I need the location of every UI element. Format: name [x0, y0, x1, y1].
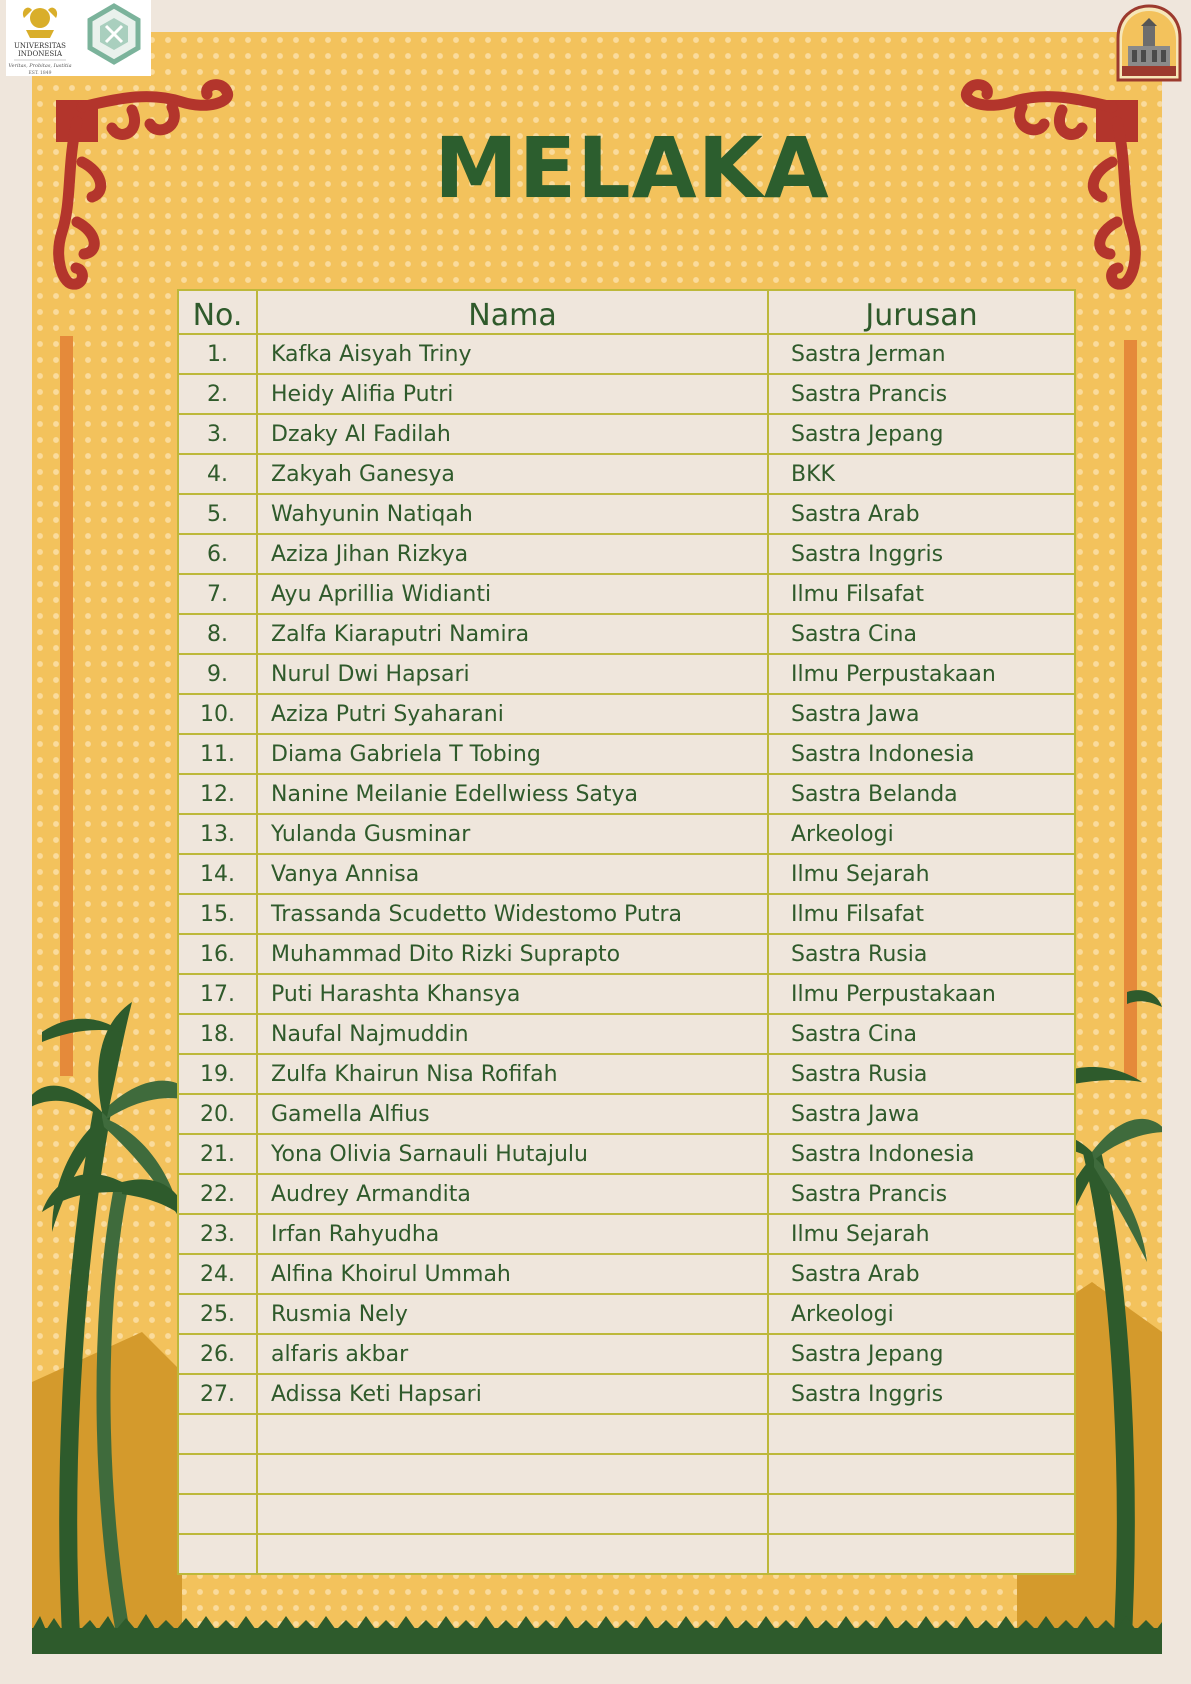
student-department: Sastra Cina [768, 1014, 1075, 1054]
student-department: Sastra Rusia [768, 1054, 1075, 1094]
right-ribbon-bar [1124, 340, 1137, 1080]
student-department: Sastra Indonesia [768, 1134, 1075, 1174]
row-number [178, 1414, 257, 1454]
row-number: 3. [178, 414, 257, 454]
table-row [178, 734, 1075, 774]
student-name: Aziza Putri Syaharani [257, 694, 768, 734]
student-department: Sastra Inggris [768, 534, 1075, 574]
student-department [768, 1534, 1075, 1574]
university-est: EST. 1849 [28, 71, 52, 76]
student-name: Zulfa Khairun Nisa Rofifah [257, 1054, 768, 1094]
student-name: Vanya Annisa [257, 854, 768, 894]
table-row [178, 1454, 1075, 1494]
row-number [178, 1494, 257, 1534]
table-row [178, 1534, 1075, 1574]
table-row [178, 694, 1075, 734]
row-number: 9. [178, 654, 257, 694]
student-name: Irfan Rahyudha [257, 1214, 768, 1254]
row-number: 2. [178, 374, 257, 414]
makara-emblem [23, 8, 57, 38]
column-header-jurusan: Jurusan [768, 290, 1075, 334]
university-name-line1: UNIVERSITAS [14, 42, 66, 50]
student-name: Zalfa Kiaraputri Namira [257, 614, 768, 654]
table-row [178, 774, 1075, 814]
student-name: Nanine Meilanie Edellwiess Satya [257, 774, 768, 814]
table-row [178, 1174, 1075, 1214]
student-name: Audrey Armandita [257, 1174, 768, 1214]
university-motto: Veritas, Probitas, Iustitia [8, 63, 72, 69]
row-number: 23. [178, 1214, 257, 1254]
student-name: Puti Harashta Khansya [257, 974, 768, 1014]
table-row [178, 454, 1075, 494]
student-department: Sastra Jawa [768, 1094, 1075, 1134]
row-number: 16. [178, 934, 257, 974]
student-department [768, 1454, 1075, 1494]
table-row [178, 854, 1075, 894]
table-row [178, 894, 1075, 934]
row-number [178, 1454, 257, 1494]
table-row [178, 534, 1075, 574]
student-department: Sastra Prancis [768, 1174, 1075, 1214]
student-name: Dzaky Al Fadilah [257, 414, 768, 454]
column-header-nama: Nama [257, 290, 768, 334]
ornament-top-left [56, 85, 228, 285]
student-department: Sastra Arab [768, 1254, 1075, 1294]
table-row [178, 614, 1075, 654]
building-emblem [1114, 4, 1184, 82]
student-department: Sastra Inggris [768, 1374, 1075, 1414]
row-number: 6. [178, 534, 257, 574]
left-ribbon-bar [60, 336, 73, 1076]
student-department: Sastra Jerman [768, 334, 1075, 374]
table-row [178, 1334, 1075, 1374]
student-department: Ilmu Sejarah [768, 1214, 1075, 1254]
row-number: 22. [178, 1174, 257, 1214]
grass-blades [32, 1614, 1162, 1632]
student-department: Sastra Arab [768, 494, 1075, 534]
poster [32, 32, 1162, 1654]
student-name: Yulanda Gusminar [257, 814, 768, 854]
table-row [178, 934, 1075, 974]
student-name: Adissa Keti Hapsari [257, 1374, 768, 1414]
student-department: Sastra Rusia [768, 934, 1075, 974]
student-name: Heidy Alifia Putri [257, 374, 768, 414]
table-row [178, 1014, 1075, 1054]
student-name: Naufal Najmuddin [257, 1014, 768, 1054]
row-number: 14. [178, 854, 257, 894]
student-department [768, 1494, 1075, 1534]
student-name: alfaris akbar [257, 1334, 768, 1374]
row-number: 21. [178, 1134, 257, 1174]
university-name-line2: INDONESIA [17, 50, 63, 58]
row-number: 8. [178, 614, 257, 654]
student-name [257, 1454, 768, 1494]
logo-panel [6, 0, 151, 76]
student-name: Muhammad Dito Rizki Suprapto [257, 934, 768, 974]
student-name [257, 1494, 768, 1534]
student-department: Sastra Cina [768, 614, 1075, 654]
student-department: Sastra Jawa [768, 694, 1075, 734]
table-header-row [178, 290, 1075, 334]
table-row [178, 494, 1075, 534]
student-name: Zakyah Ganesya [257, 454, 768, 494]
row-number: 11. [178, 734, 257, 774]
student-department: Sastra Jepang [768, 414, 1075, 454]
table-row [178, 1254, 1075, 1294]
student-name [257, 1534, 768, 1574]
row-number: 25. [178, 1294, 257, 1334]
table-row [178, 414, 1075, 454]
row-number: 5. [178, 494, 257, 534]
row-number: 17. [178, 974, 257, 1014]
student-department: Ilmu Perpustakaan [768, 974, 1075, 1014]
student-name: Kafka Aisyah Triny [257, 334, 768, 374]
ornament-top-right [966, 85, 1138, 285]
roster-table-body [178, 334, 1075, 1574]
student-department: Sastra Prancis [768, 374, 1075, 414]
student-name: Wahyunin Natiqah [257, 494, 768, 534]
row-number: 19. [178, 1054, 257, 1094]
row-number: 7. [178, 574, 257, 614]
student-name [257, 1414, 768, 1454]
roster-table [177, 289, 1076, 1575]
column-header-no: No. [178, 290, 257, 334]
student-name: Rusmia Nely [257, 1294, 768, 1334]
row-number: 4. [178, 454, 257, 494]
student-name: Aziza Jihan Rizkya [257, 534, 768, 574]
student-name: Trassanda Scudetto Widestomo Putra [257, 894, 768, 934]
student-name: Alfina Khoirul Ummah [257, 1254, 768, 1294]
student-department: Arkeologi [768, 1294, 1075, 1334]
table-row [178, 654, 1075, 694]
student-department: Ilmu Perpustakaan [768, 654, 1075, 694]
table-row [178, 334, 1075, 374]
student-name: Gamella Alfius [257, 1094, 768, 1134]
row-number: 10. [178, 694, 257, 734]
student-department: Sastra Jepang [768, 1334, 1075, 1374]
table-row [178, 374, 1075, 414]
row-number: 18. [178, 1014, 257, 1054]
row-number: 26. [178, 1334, 257, 1374]
table-row [178, 1134, 1075, 1174]
table-row [178, 1214, 1075, 1254]
student-department: Sastra Belanda [768, 774, 1075, 814]
table-row [178, 1494, 1075, 1534]
row-number: 13. [178, 814, 257, 854]
table-row [178, 574, 1075, 614]
table-row [178, 1374, 1075, 1414]
table-row [178, 814, 1075, 854]
table-row [178, 1094, 1075, 1134]
row-number: 12. [178, 774, 257, 814]
row-number: 24. [178, 1254, 257, 1294]
faculty-hexagon-logo [90, 6, 138, 62]
row-number [178, 1534, 257, 1574]
student-department: Ilmu Filsafat [768, 574, 1075, 614]
student-department: Ilmu Filsafat [768, 894, 1075, 934]
student-name: Ayu Aprillia Widianti [257, 574, 768, 614]
table-row [178, 1294, 1075, 1334]
student-department: BKK [768, 454, 1075, 494]
table-row [178, 1414, 1075, 1454]
student-department [768, 1414, 1075, 1454]
row-number: 15. [178, 894, 257, 934]
student-department: Arkeologi [768, 814, 1075, 854]
row-number: 27. [178, 1374, 257, 1414]
student-department: Sastra Indonesia [768, 734, 1075, 774]
row-number: 1. [178, 334, 257, 374]
student-name: Nurul Dwi Hapsari [257, 654, 768, 694]
table-row [178, 974, 1075, 1014]
row-number: 20. [178, 1094, 257, 1134]
table-row [178, 1054, 1075, 1094]
student-name: Diama Gabriela T Tobing [257, 734, 768, 774]
page-title: MELAKA [434, 119, 830, 217]
student-name: Yona Olivia Sarnauli Hutajulu [257, 1134, 768, 1174]
student-department: Ilmu Sejarah [768, 854, 1075, 894]
